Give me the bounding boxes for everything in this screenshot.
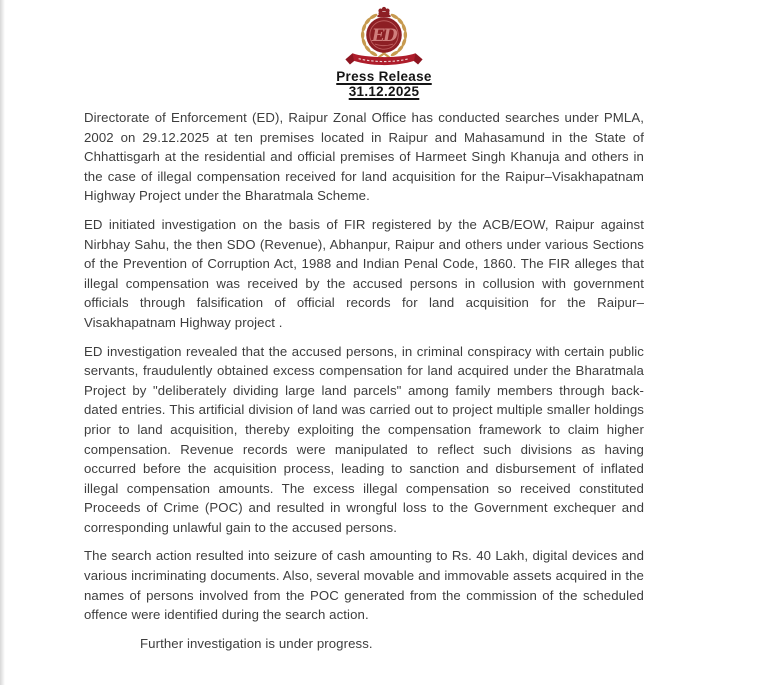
ed-emblem-graphic (343, 5, 425, 68)
ed-monogram: ED (371, 25, 397, 46)
paragraph-seizure-details: The search action resulted into seizure of cash amounting to Rs. 40 Lakh, digital devices and various incriminating documents. Also, several movable and immovable assets acquired in the names of persons involved from the POC generated from the commission of the scheduled offence were identified during the search action. (84, 548, 644, 623)
ed-emblem (0, 5, 768, 68)
press-release-date: 31.12.2025 (348, 84, 420, 99)
document-header (0, 0, 768, 99)
ribbon-banner-icon (345, 53, 422, 65)
ashoka-crest-icon (377, 7, 390, 17)
paragraph-fir-basis: ED initiated investigation on the basis of FIR registered by the ACB/EOW, Raipur against Nirbhay Sahu, the then SDO (Revenue), Abhanpur, Raipur and others under various Sections of the Prevention of Corruption Act, 1988 and Indian Penal Code, 1860. The FIR alleges that illegal compensation was received by the accused persons in collusion with government officials through falsification of official records for land acquisition for the Raipur–Visakhapatnam Highway project . (84, 216, 644, 330)
paragraph-investigation-findings: ED investigation revealed that the accused persons, in criminal conspiracy with certain public servants, fraudulently obtained excess compensation for land acquired under the Bharatmala Project by "deliberately dividing large land parcels" among family members through back-dated entries. This artificial division of land was carried out to project multiple smaller holdings prior to land acquisition, thereby exploiting the compensation framework to claim higher compensation. Revenue records were manipulated to reflect such divisions as having occurred before the acquisition process, leading to sanction and disbursement of inflated illegal compensation amounts. The excess illegal compensation so received constituted Proceeds of Crime (POC) and resulted in wrongful loss to the Government exchequer and corresponding unlawful gain to the accused persons. (84, 343, 644, 535)
paragraph-further-investigation: Further investigation is under progress. (140, 635, 373, 651)
page-left-edge-shadow (0, 0, 5, 685)
seal-circle (366, 17, 402, 53)
press-release-title: Press Release (336, 69, 432, 84)
paragraph-searches-conducted: Directorate of Enforcement (ED), Raipur Zonal Office has conducted searches under PMLA, 2002 on 29.12.2025 at ten premises located in Raipur and Mahasamund in the State of Chhattisgarh at the residential and official premises of Harmeet Singh Khanuja and others in the case of illegal compensation received for land acquisition for the Raipur–Visakhapatnam Highway Project under the Bharatmala Scheme. (84, 110, 644, 204)
document-body (84, 108, 644, 653)
